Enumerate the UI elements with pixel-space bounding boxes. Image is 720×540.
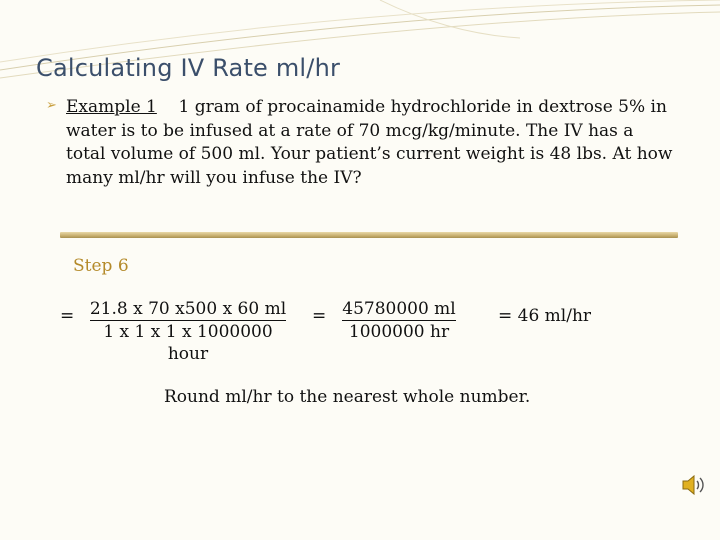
fraction-1 — [88, 298, 288, 365]
fraction-1-denominator: 1 x 1 x 1 x 1000000 hour — [103, 322, 273, 364]
example-paragraph — [46, 96, 676, 190]
example-text: 1 gram of procainamide hydrochloride in dextrose 5% in water is to be infused at a rate of 70 mcg/kg/minute. The IV has a total volume of 500 ml. Your patient’s current weight is 48 lbs. At how many ml/hr will you infuse the IV? — [66, 97, 673, 188]
fraction-1-numerator: 21.8 x 70 x500 x 60 ml — [89, 299, 287, 319]
example-bullet — [46, 96, 676, 190]
arrow-bullet-icon: ➢ — [46, 98, 57, 113]
divider-rule — [60, 232, 678, 238]
slide-title: Calculating IV Rate ml/hr — [36, 54, 341, 82]
speaker-icon[interactable] — [680, 472, 706, 498]
rounding-instruction: Round ml/hr to the nearest whole number. — [164, 387, 531, 407]
result-value: = 46 ml/hr — [498, 306, 592, 326]
fraction-2-denominator: 1000000 hr — [348, 322, 450, 342]
step-label: Step 6 — [73, 256, 129, 276]
equals-sign-1: = — [60, 306, 75, 326]
fraction-2-numerator: 45780000 ml — [342, 299, 456, 319]
fraction-2 — [340, 298, 458, 343]
example-label: Example 1 — [66, 97, 157, 117]
equals-sign-2: = — [312, 306, 327, 326]
